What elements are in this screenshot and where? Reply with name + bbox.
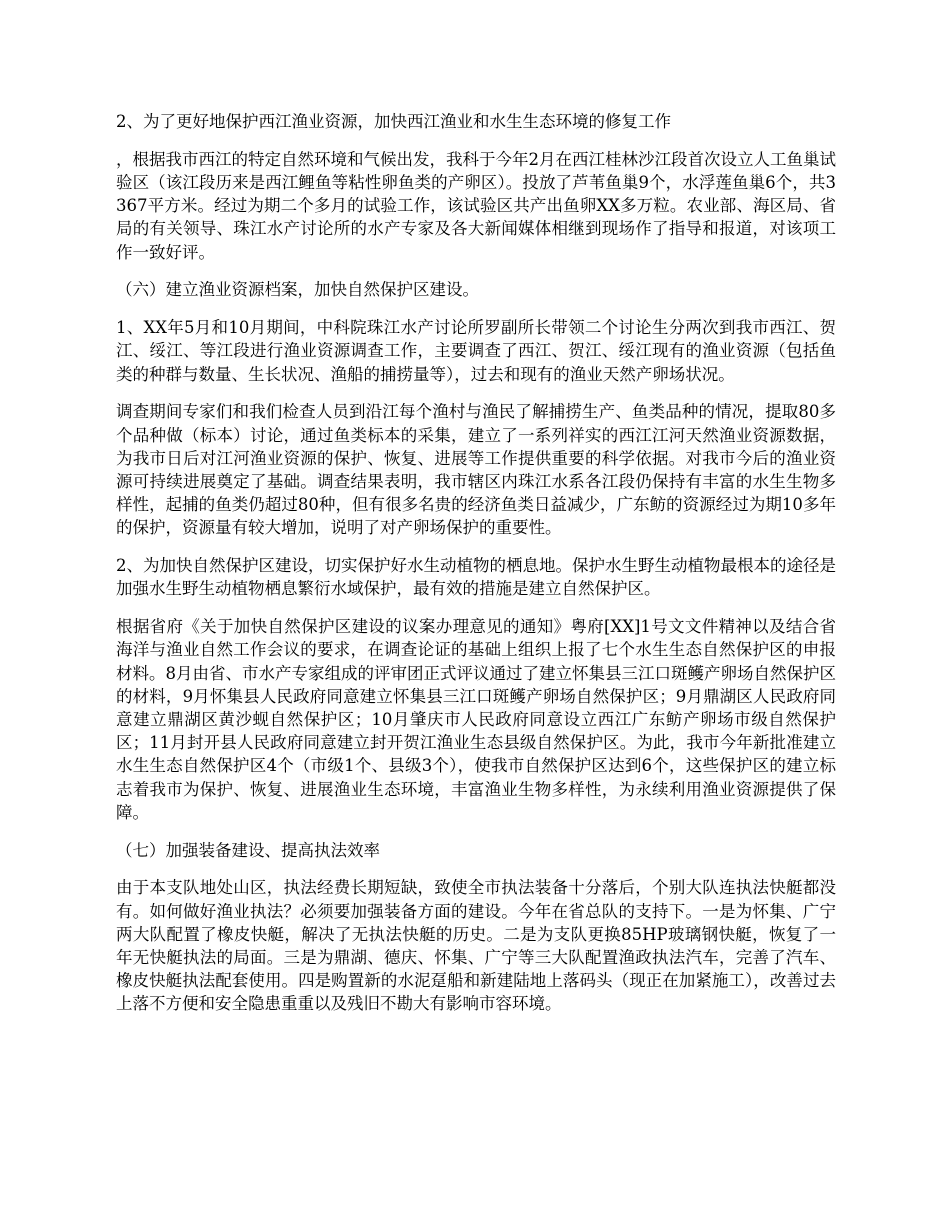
section-heading-seven: （七）加强装备建设、提高执法效率 bbox=[116, 840, 380, 860]
paragraph-resource-survey: 1、XX年5月和10月期间，中科院珠江水产讨论所罗副所长带领二个讨论生分两次到我市西江、贺江、绥江、等江段进行渔业资源调查工作，主要调查了西江、贺江、绥江现有的渔业资源（包括鱼类的种群与数量、生长状况、渔船的捕捞量等），过去和现有的渔业天然产卵场状况。 bbox=[116, 318, 836, 384]
paragraph-survey-results: 调查期间专家们和我们检查人员到沿江每个渔村与渔民了解捕捞生产、鱼类品种的情况，提取80多个品种做（标本）讨论，通过鱼类标本的采集，建立了一系列祥实的西江江河天然渔业资源数据，为我市日后对江河渔业资源的保护、恢复、进展等工作提供重要的科学依据。对我市今后的渔业资源可持续进展奠定了基础。调查结果表明，我市辖区内珠江水系各江段仍保持有丰富的水生生物多样性，起捕的鱼类仍超过80种，但有很多名贵的经济鱼类日益减少，广东鲂的资源经过为期10多年的保护，资源量有较大增加，说明了对产卵场保护的重要性。 bbox=[116, 402, 836, 538]
document-body bbox=[116, 110, 836, 1030]
paragraph-reserve-construction: 2、为加快自然保护区建设，切实保护好水生动植物的栖息地。保护水生野生动植物最根本的途径是加强水生野生动植物栖息繁衍水域保护，最有效的措施是建立自然保护区。 bbox=[116, 556, 836, 599]
section-heading-six: （六）建立渔业资源档案，加快自然保护区建设。 bbox=[116, 280, 479, 300]
paragraph-reserve-approvals: 根据省府《关于加快自然保护区建设的议案办理意见的通知》粤府[XX]1号文文件精神以及结合省海洋与渔业自然工作会议的要求，在调查论证的基础上组织上报了七个水生生态自然保护区的申报材料。8月由省、市水产专家组成的评审团正式评议通过了建立怀集县三江口斑鳠产卵场自然保护区的材料，9月怀集县人民政府同意建立怀集县三江口斑鳠产卵场自然保护区；9月鼎湖区人民政府同意建立鼎湖区黄沙蚬自然保护区；10月肇庆市人民政府同意设立西江广东鲂产卵场市级自然保护区；11月封开县人民政府同意建立封开贺江渔业生态县级自然保护区。为此，我市今年新批准建立水生生态自然保护区4个（市级1个、县级3个），使我市自然保护区达到6个，这些保护区的建立标志着我市为保护、恢复、进展渔业生态环境，丰富渔业生物多样性，为永续利用渔业资源提供了保障。 bbox=[116, 617, 836, 822]
paragraph-fish-nest-experiment: ，根据我市西江的特定自然环境和气候出发，我科于今年2月在西江桂林沙江段首次设立人工鱼巢试验区（该江段历来是西江鲤鱼等粘性卵鱼类的产卵区）。投放了芦苇鱼巢9个，水浮莲鱼巢6个，共3367平方米。经过为期二个多月的试验工作，该试验区共产出鱼卵XX多万粒。农业部、海区局、省局的有关领导、珠江水产讨论所的水产专家及各大新闻媒体相继到现场作了指导和报道，对该项工作一致好评。 bbox=[116, 149, 836, 262]
paragraph-xijiang-protection-heading: 2、为了更好地保护西江渔业资源，加快西江渔业和水生生态环境的修复工作 bbox=[116, 112, 671, 131]
paragraph-equipment-construction: 由于本支队地处山区，执法经费长期短缺，致使全市执法装备十分落后，个别大队连执法快艇都没有。如何做好渔业执法？必须要加强装备方面的建设。今年在省总队的支持下。一是为怀集、广宁两大队配置了橡皮快艇，解决了无执法快艇的历史。二是为支队更换85HP玻璃钢快艇，恢复了一年无快艇执法的局面。三是为鼎湖、德庆、怀集、广宁等三大队配置渔政执法汽车，完善了汽车、橡皮快艇执法配套使用。四是购置新的水泥趸船和新建陆地上落码头（现正在加紧施工），改善过去上落不方便和安全隐患重重以及残旧不勘大有影响市容环境。 bbox=[116, 878, 836, 1014]
